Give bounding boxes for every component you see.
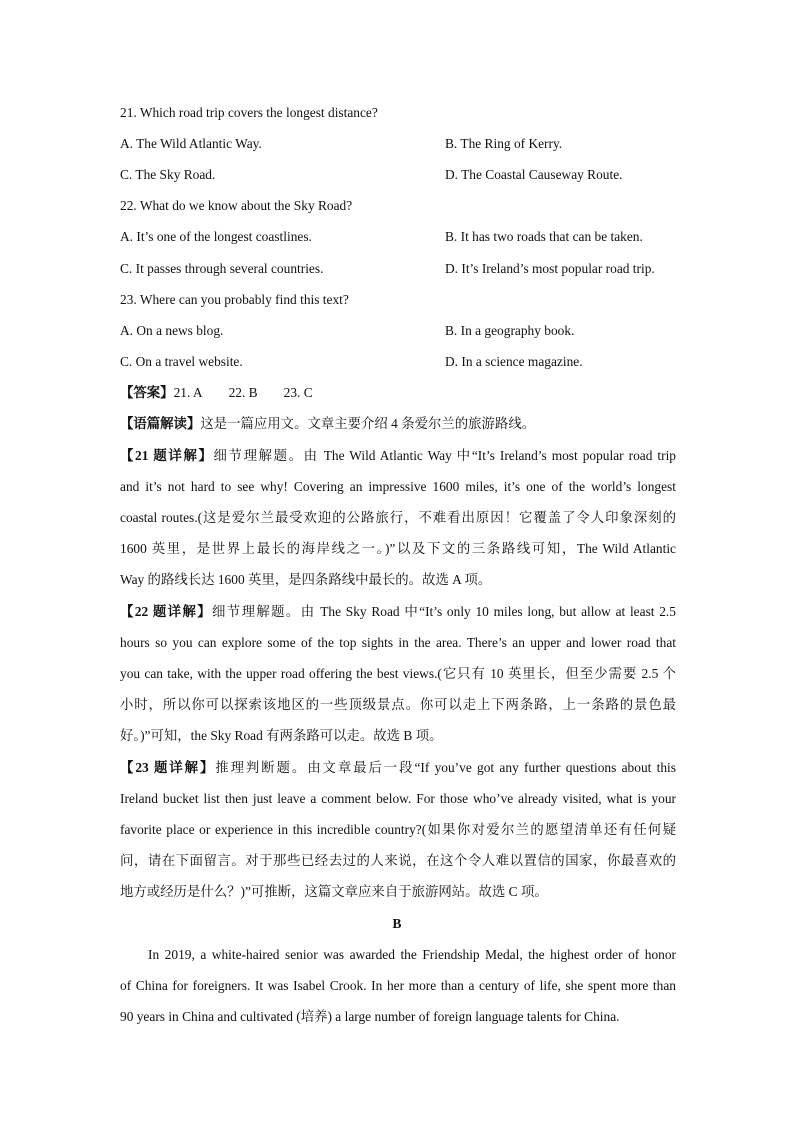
question-22-stem: 22. What do we know about the Sky Road?	[120, 198, 353, 213]
detail-22-line-4: 小时，所以你可以探索该地区的一些顶级景点。你可以走上下两条路，上一条路的景色最	[120, 697, 676, 712]
detail-23-label: 【23 题详解】	[120, 760, 216, 775]
detail-22-line-1	[120, 603, 676, 621]
interpretation-line	[120, 415, 676, 433]
answer-23: 23. C	[283, 385, 313, 400]
question-21-stem: 21. Which road trip covers the longest distance?	[120, 105, 378, 120]
answer-line	[120, 384, 676, 402]
answer-21: 21. A	[173, 385, 203, 400]
detail-22-line-3: you can take, with the upper road offering the best views.(它只有 10 英里长，但至少需要 2.5 个	[120, 666, 676, 681]
question-22-option-c: C. It passes through several countries.	[120, 261, 324, 276]
section-b-line-1: In 2019, a white-haired senior was awarded the Friendship Medal, the highest order of honor	[148, 947, 676, 962]
question-22-option-d: D. It’s Ireland’s most popular road trip.	[445, 261, 655, 276]
detail-23-line-3: favorite place or experience in this incredible country?(如果你对爱尔兰的愿望清单还有任何疑	[120, 822, 676, 837]
section-b-line-2: of China for foreigners. It was Isabel Crook. In her more than a century of life, she spent more than	[120, 978, 676, 993]
detail-23-text-1: 推理判断题。由文章最后一段“If you’ve got any further questions about this	[215, 760, 676, 775]
answer-22: 22. B	[228, 385, 258, 400]
question-22-option-a: A. It’s one of the longest coastlines.	[120, 229, 312, 244]
section-b-heading: B	[392, 916, 402, 931]
detail-23-line-2: Ireland bucket list then just leave a comment below. For those who’ve already visited, what is your	[120, 791, 676, 806]
question-23-option-b: B. In a geography book.	[445, 323, 575, 338]
question-23-option-d: D. In a science magazine.	[445, 354, 583, 369]
detail-22-line-5: 好。)”可知，the Sky Road 有两条路可以走。故选 B 项。	[120, 728, 443, 743]
detail-21-line-1	[120, 447, 676, 465]
interpretation-label: 【语篇解读】	[120, 416, 201, 431]
detail-21-line-4: 1600 英里，是世界上最长的海岸线之一。)”以及下文的三条路线可知，The Wild Atlantic	[120, 541, 676, 556]
detail-23-line-1	[120, 759, 676, 777]
question-21-option-c: C. The Sky Road.	[120, 167, 216, 182]
detail-21-line-2: and it’s not hard to see why! Covering an impressive 1600 miles, it’s one of the world’s longest	[120, 479, 676, 494]
question-23-stem: 23. Where can you probably find this text?	[120, 292, 349, 307]
detail-23-line-5: 地方或经历是什么？)”可推断，这篇文章应来自于旅游网站。故选 C 项。	[120, 884, 548, 899]
question-22-option-b: B. It has two roads that can be taken.	[445, 229, 643, 244]
question-23-option-c: C. On a travel website.	[120, 354, 243, 369]
detail-22-label: 【22 题详解】	[120, 604, 213, 619]
detail-21-text-1: 细节理解题。由 The Wild Atlantic Way 中“It’s Ireland’s most popular road trip	[213, 448, 676, 463]
detail-23-line-4: 问，请在下面留言。对于那些已经去过的人来说，在这个令人难以置信的国家，你最喜欢的	[120, 853, 676, 868]
detail-21-line-3: coastal routes.(这是爱尔兰最受欢迎的公路旅行，不难看出原因！它覆盖了令人印象深刻的	[120, 510, 676, 525]
detail-21-line-5: Way 的路线长达 1600 英里，是四条路线中最长的。故选 A 项。	[120, 572, 492, 587]
answer-label: 【答案】	[120, 385, 174, 400]
question-21-option-a: A. The Wild Atlantic Way.	[120, 136, 262, 151]
question-21-option-b: B. The Ring of Kerry.	[445, 136, 563, 151]
question-23-option-a: A. On a news blog.	[120, 323, 224, 338]
question-21-option-d: D. The Coastal Causeway Route.	[445, 167, 623, 182]
detail-21-label: 【21 题详解】	[120, 448, 214, 463]
detail-22-line-2: hours so you can explore some of the top sights in the area. There’s an upper and lower road that	[120, 635, 676, 650]
interpretation-text: 这是一篇应用文。文章主要介绍 4 条爱尔兰的旅游路线。	[200, 416, 536, 431]
section-b-line-3: 90 years in China and cultivated (培养) a large number of foreign language talents for China.	[120, 1009, 620, 1024]
detail-22-text-1: 细节理解题。由 The Sky Road 中“It’s only 10 miles long, but allow at least 2.5	[212, 604, 676, 619]
